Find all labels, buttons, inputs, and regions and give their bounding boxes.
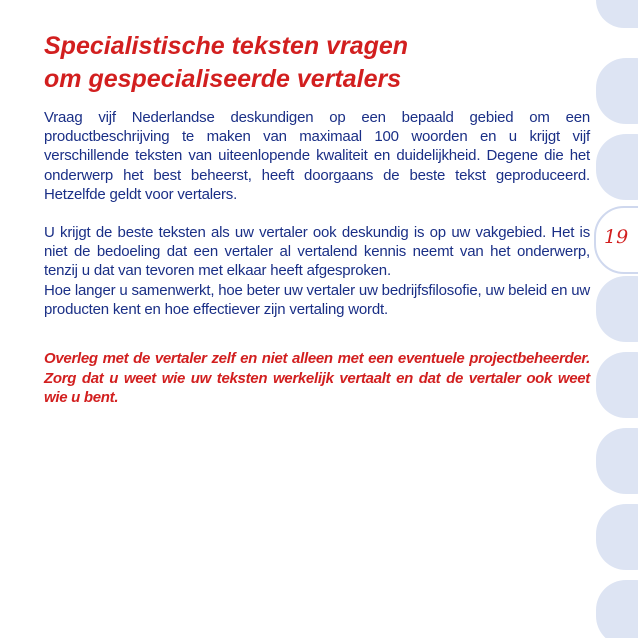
side-tab bbox=[596, 276, 638, 342]
body-paragraph-2: U krijgt de beste teksten als uw vertaler ook deskundig is op uw vakgebied. Het is niet de bedoeling dat een vertaler al vertalend kennis neemt van het onderwerp, tenzij u dat van tevoren met elkaar heeft afgesproken. bbox=[44, 224, 590, 280]
callout-tip: Overleg met de vertaler zelf en niet alleen met een eventuele projectbeheerder. Zorg dat u weet wie uw teksten werkelijk vertaalt en dat de vertaler ook weet wie u bent. bbox=[44, 350, 590, 407]
side-tab bbox=[596, 352, 638, 418]
side-tab bbox=[596, 504, 638, 570]
page-number: 19 bbox=[604, 226, 629, 248]
side-tab bbox=[596, 580, 638, 638]
side-tab bbox=[596, 0, 638, 28]
side-tab bbox=[596, 58, 638, 124]
page-content bbox=[44, 30, 590, 408]
side-tab bbox=[596, 134, 638, 200]
page-title-line-1: Specialistische teksten vragen bbox=[44, 32, 409, 60]
side-tab bbox=[596, 428, 638, 494]
page-title bbox=[44, 30, 590, 96]
body-paragraph-3: Hoe langer u samenwerkt, hoe beter uw vertaler uw bedrijfsfilosofie, uw beleid en uw producten kent en hoe effectiever zijn vertaling wordt. bbox=[44, 281, 590, 318]
body-paragraph-1: Vraag vijf Nederlandse deskundigen op een bepaald gebied om een productbeschrijving te maken van maximaal 100 woorden en u krijgt vijf verschillende teksten van uiteenlopende kwaliteit en duidelijkheid. Degene die het onderwerp het best beheerst, heeft doorgaans de beste tekst geproduceerd. Hetzelfde geldt voor vertalers. bbox=[44, 109, 590, 203]
page-title-line-2: om gespecialiseerde vertalers bbox=[44, 65, 402, 93]
